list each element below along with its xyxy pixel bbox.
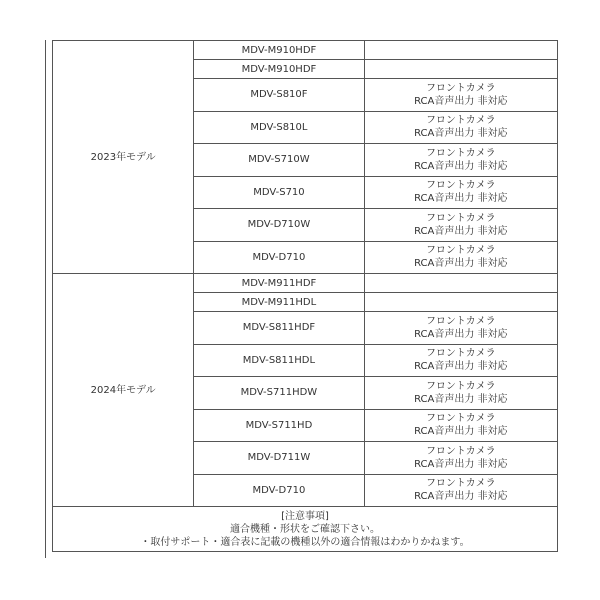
note-cell	[364, 474, 557, 507]
model-cell: MDV-S710W	[194, 144, 364, 177]
model-cell: MDV-M910HDF	[194, 60, 364, 79]
year-cell-2024: 2024年モデル	[53, 274, 194, 507]
note-line: RCA音声出力 非対応	[414, 491, 508, 503]
note-line: RCA音声出力 非対応	[414, 393, 508, 405]
table-row	[53, 274, 558, 293]
model-cell: MDV-D710	[194, 474, 364, 507]
note-line: フロントカメラ	[425, 445, 496, 457]
note-line: RCA音声出力 非対応	[414, 95, 508, 107]
note-line: フロントカメラ	[425, 380, 496, 392]
model-cell: MDV-S710	[194, 176, 364, 209]
model-cell: MDV-M911HDF	[194, 274, 364, 293]
note-line: RCA音声出力 非対応	[414, 128, 508, 140]
note-line: フロントカメラ	[425, 115, 496, 127]
note-cell	[364, 409, 557, 442]
model-cell: MDV-S810L	[194, 111, 364, 144]
notice-row	[53, 507, 558, 552]
note-line: フロントカメラ	[425, 478, 496, 490]
note-cell	[364, 176, 557, 209]
model-cell: MDV-S711HD	[194, 409, 364, 442]
note-cell	[364, 312, 557, 345]
note-line: RCA音声出力 非対応	[414, 361, 508, 373]
left-margin-line	[45, 40, 46, 558]
model-cell: MDV-S811HDL	[194, 344, 364, 377]
note-line: フロントカメラ	[425, 413, 496, 425]
note-cell	[364, 79, 557, 112]
note-line: RCA音声出力 非対応	[414, 193, 508, 205]
note-line: フロントカメラ	[425, 82, 496, 94]
note-cell	[364, 377, 557, 410]
notice-cell	[53, 507, 558, 552]
compatibility-table	[52, 40, 558, 552]
note-line: RCA音声出力 非対応	[414, 160, 508, 172]
note-cell	[364, 60, 557, 79]
note-line: フロントカメラ	[425, 212, 496, 224]
note-cell	[364, 241, 557, 274]
note-cell	[364, 274, 557, 293]
notice-line: ・取付サポート・適合表に記載の機種以外の適合情報はわかりかねます。	[140, 536, 470, 548]
note-line: フロントカメラ	[425, 348, 496, 360]
model-cell: MDV-M911HDL	[194, 293, 364, 312]
model-cell: MDV-D710W	[194, 209, 364, 242]
notice-title: [注意事項]	[281, 510, 329, 522]
note-cell	[364, 209, 557, 242]
note-line: RCA音声出力 非対応	[414, 258, 508, 270]
model-cell: MDV-D710	[194, 241, 364, 274]
note-line: RCA音声出力 非対応	[414, 458, 508, 470]
note-cell	[364, 111, 557, 144]
note-cell	[364, 293, 557, 312]
note-cell	[364, 144, 557, 177]
note-cell	[364, 41, 557, 60]
note-line: RCA音声出力 非対応	[414, 225, 508, 237]
model-cell: MDV-S811HDF	[194, 312, 364, 345]
note-line: フロントカメラ	[425, 245, 496, 257]
notice-line: 適合機種・形状をご確認下さい。	[230, 523, 380, 535]
model-cell: MDV-S810F	[194, 79, 364, 112]
note-line: フロントカメラ	[425, 315, 496, 327]
model-cell: MDV-S711HDW	[194, 377, 364, 410]
note-line: フロントカメラ	[425, 180, 496, 192]
note-line: RCA音声出力 非対応	[414, 426, 508, 438]
model-cell: MDV-M910HDF	[194, 41, 364, 60]
compatibility-table-body	[53, 41, 558, 552]
table-row	[53, 41, 558, 60]
note-line: フロントカメラ	[425, 147, 496, 159]
model-cell: MDV-D711W	[194, 442, 364, 475]
year-cell-2023: 2023年モデル	[53, 41, 194, 274]
note-line: RCA音声出力 非対応	[414, 328, 508, 340]
note-cell	[364, 442, 557, 475]
note-cell	[364, 344, 557, 377]
